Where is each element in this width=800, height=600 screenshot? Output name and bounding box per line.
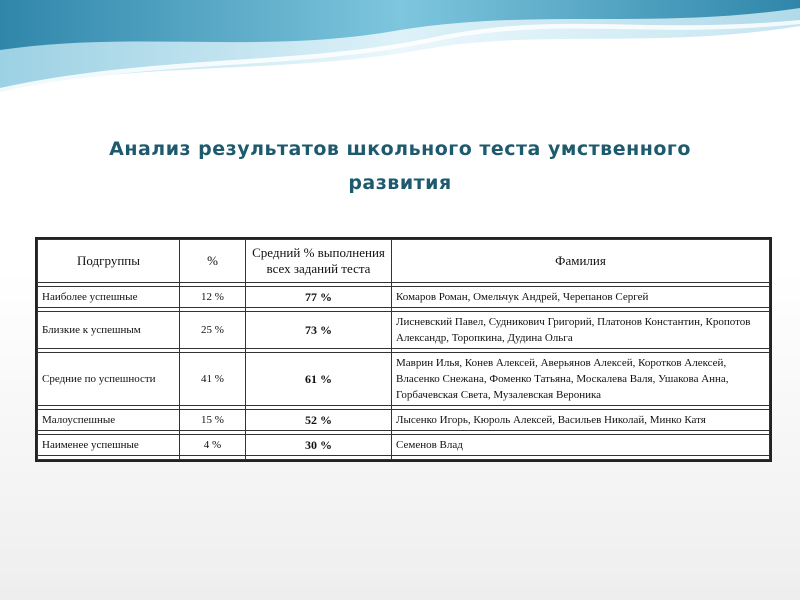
cell-names: Комаров Роман, Омельчук Андрей, Черепанов Сергей bbox=[392, 287, 770, 308]
cell-names: Лысенко Игорь, Кюроль Алексей, Васильев Николай, Минко Катя bbox=[392, 410, 770, 431]
cell-percent: 15 % bbox=[180, 410, 246, 431]
cell-average: 30 % bbox=[246, 435, 392, 456]
results-table-frame bbox=[35, 237, 772, 462]
cell-percent: 4 % bbox=[180, 435, 246, 456]
header-subgroups: Подгруппы bbox=[38, 240, 180, 283]
cell-names: Маврин Илья, Конев Алексей, Аверьянов Алексей, Коротков Алексей, Власенко Снежана, Фоменко Татьяна, Москалева Валя, Ушакова Анна, Горбачевская Света, Музалевская Вероника bbox=[392, 353, 770, 406]
cell-percent: 25 % bbox=[180, 312, 246, 349]
table-row bbox=[38, 287, 770, 308]
cell-group: Средние по успешности bbox=[38, 353, 180, 406]
cell-group: Наиболее успешные bbox=[38, 287, 180, 308]
cell-average: 52 % bbox=[246, 410, 392, 431]
results-table bbox=[37, 239, 770, 460]
cell-percent: 12 % bbox=[180, 287, 246, 308]
cell-names: Семенов Влад bbox=[392, 435, 770, 456]
table-row bbox=[38, 410, 770, 431]
title-line-1: Анализ результатов школьного теста умственного bbox=[109, 138, 691, 160]
header-percent: % bbox=[180, 240, 246, 283]
table-row bbox=[38, 312, 770, 349]
table-row bbox=[38, 353, 770, 406]
table-spacer bbox=[38, 456, 770, 460]
cell-group: Близкие к успешным bbox=[38, 312, 180, 349]
table-header-row bbox=[38, 240, 770, 283]
table-row bbox=[38, 435, 770, 456]
cell-names: Лисневский Павел, Судникович Григорий, Платонов Константин, Кропотов Александр, Торопкина, Дудина Ольга bbox=[392, 312, 770, 349]
decorative-wave-header bbox=[0, 0, 800, 110]
cell-group: Малоуспешные bbox=[38, 410, 180, 431]
cell-average: 61 % bbox=[246, 353, 392, 406]
title-line-2: развития bbox=[348, 172, 452, 194]
header-average: Средний % выполнения всех заданий теста bbox=[246, 240, 392, 283]
cell-percent: 41 % bbox=[180, 353, 246, 406]
cell-average: 77 % bbox=[246, 287, 392, 308]
slide-title bbox=[60, 132, 740, 200]
header-surnames: Фамилия bbox=[392, 240, 770, 283]
cell-group: Наименее успешные bbox=[38, 435, 180, 456]
cell-average: 73 % bbox=[246, 312, 392, 349]
